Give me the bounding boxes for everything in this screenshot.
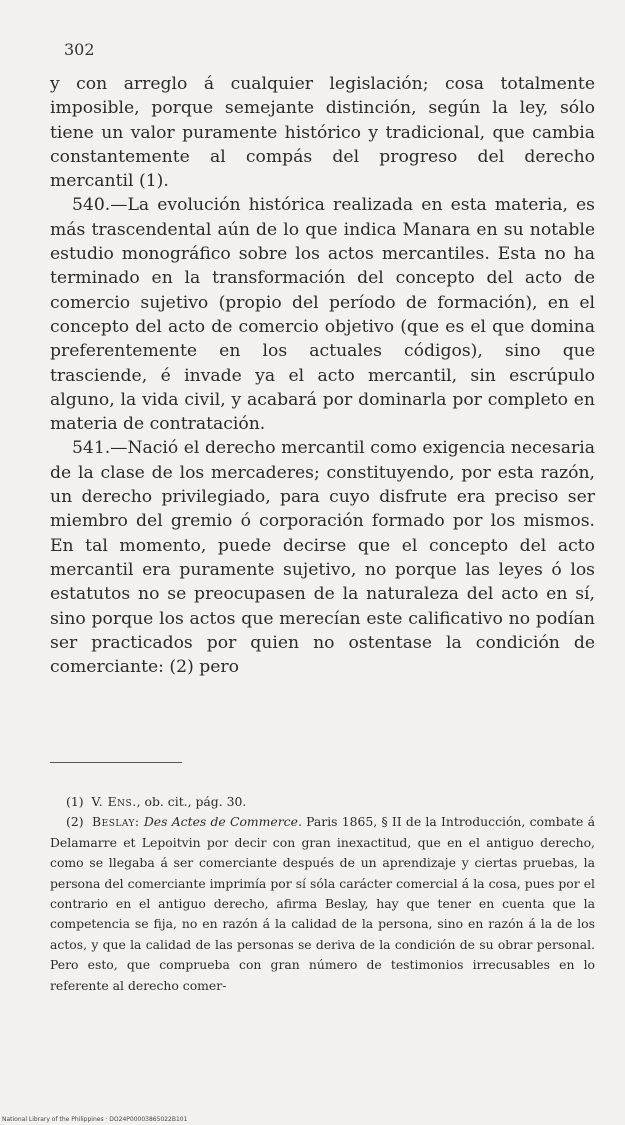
body-text: [50, 72, 595, 679]
footnote-1-marker: (1): [66, 794, 84, 809]
paragraph-541: 541.—Nació el derecho mercantil como exigencia necesaria de la clase de los mercaderes; constituyendo, por esta razón, un derecho privilegiado, para cuyo disfrute era preciso ser miembro del gremio ó corporación formado por los mismos. En tal momento, puede decirse que el concepto del acto mercantil era puramente sujetivo, no porque las leyes ó los estatutos no se preocupasen de la naturaleza del acto en sí, sino porque los actos que merecían este calificativo no podían ser practicados por quien no ostentase la condición de comerciante: (2) pero: [50, 438, 595, 678]
footnote-separator: [50, 762, 182, 763]
footnote-2: [50, 812, 595, 996]
footnote-2-author: Beslay:: [92, 814, 140, 830]
footnote-1-author: V. Ens.: [91, 794, 137, 809]
footnotes: [50, 792, 595, 996]
footnote-2-marker: (2): [66, 814, 84, 830]
paragraph-continuation: y con arreglo á cualquier legislación; cosa totalmente imposible, porque semejante distinción, según la ley, sólo tiene un valor puramente histórico y tradicional, que cambia constantemente al compás del progreso del derecho mercantil (1).: [50, 74, 595, 192]
paragraph-540: 540.—La evolución histórica realizada en esta materia, es más trascendental aún de lo que indica Manara en su notable estudio monográfico sobre los actos mercantiles. Esta no ha terminado en la transformación del concepto del acto de comercio sujetivo (propio del período de formación), en el concepto del acto de comercio objetivo (que es el que domina preferentemente en los actuales códigos), sino que trasciende, é invade ya el acto mercantil, sin escrúpulo alguno, la vida civil, y acabará por dominarla por completo en materia de contratación.: [50, 195, 595, 435]
library-credit: National Library of the Philippines · DO24P00003865022B101: [2, 1116, 188, 1123]
footnote-2-text: Paris 1865, § II de la Introducción, combate á Delamarre et Lepoitvin por decir con gran inexactitud, que en el antiguo derecho, como se llegaba á ser comerciante después de un aprendizaje y ciertas pruebas, la persona del comerciante imprimía por sí sóla carácter comercial á la cosa, pues por el contrario en el antiguo derecho, afirma Beslay, hay que tener en cuenta que la competencia se fija, no en razón á la calidad de la persona, sino en razón á la de los actos, y que la calidad de las personas se deriva de la condición de su obrar personal. Pero esto, que comprueba con gran número de testimonios irrecusables en lo referente al derecho comer-: [50, 814, 595, 993]
footnote-1: [50, 792, 595, 812]
footnote-2-title: Des Actes de Commerce.: [143, 814, 302, 830]
page-number: 302: [64, 40, 95, 59]
footnote-1-text: , ob. cit., pág. 30.: [136, 794, 247, 809]
